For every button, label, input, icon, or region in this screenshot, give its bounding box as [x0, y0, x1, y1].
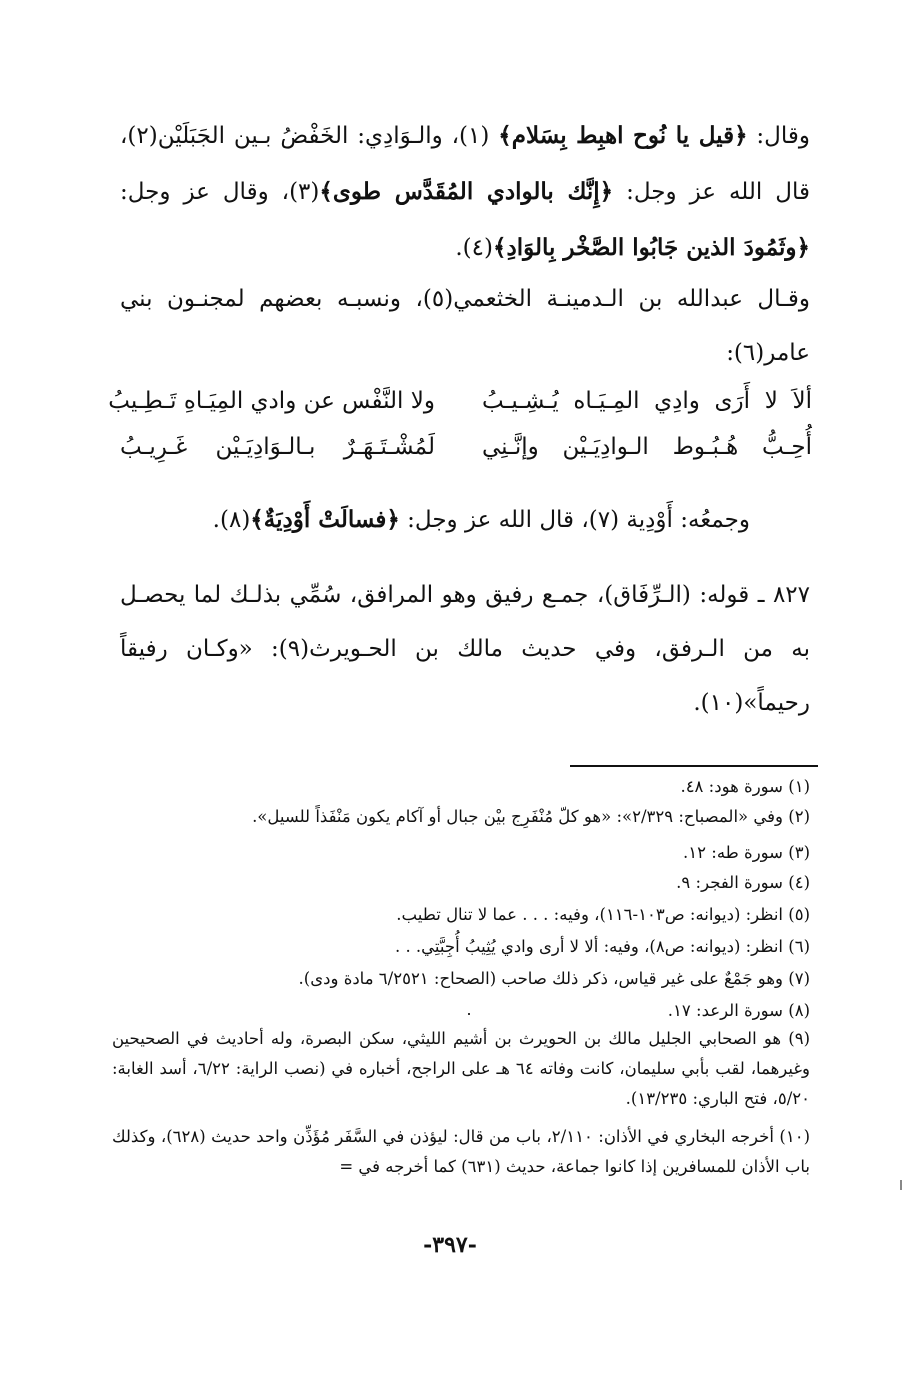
footnote: (٩) هو الصحابي الجليل مالك بن الحويرث بن أشيم الليثي، سكن البصرة، وله أحاديث في الصحيحين وغيرهما، لقب بأبي سليمان، كانت وفاته ٦٤ هـ على الراجح، أخباره في (نصب الراية: ٦/٢٢، أسد الغابة: ٥/٢٠، فتح الباري: ١٣/٢٣٥). — [112, 1029, 810, 1108]
paragraph-entry-827: ٨٢٧ ـ قوله: (الـرِّفَاق)، جمـع رفيق وهو المرافق، سُمِّي بذلـك لما يحصـل به من الـرفق، وفي حديث مالك بن الحـويرث(٩): «وكـان رفيقاً رحيماً»(١٠). — [120, 582, 810, 716]
paragraph-wadi-definition — [120, 108, 810, 276]
text-segment: وقال: — [747, 123, 810, 149]
footnote: (٣) سورة طه: ١٢. — [683, 843, 810, 862]
footnote: (٤) سورة الفجر: ٩. — [676, 873, 810, 892]
quran-quote: ﴿وثَمُودَ الذين جَابُوا الصَّخْر بِالوَادِ﴾ — [492, 234, 810, 261]
scan-mark — [900, 1180, 902, 1190]
footnote: (٨) سورة الرعد: ١٧. — [667, 1001, 810, 1020]
quran-quote: ﴿فسالَتْ أَوْدِيَةٌ﴾ — [250, 506, 400, 533]
text-segment: (١)، والـوَادِي: الخَفْضُ بـين الجَبَلَيْن(٢)، قال الله عز وجل: — [120, 123, 810, 205]
verse-first-hemistich: ألاَ لا أَرَى وادِي المِـيَـاه يُـشِـيـبُ — [482, 388, 812, 414]
footnote: (٧) وهو جَمْعٌ على غير قياس، ذكر ذلك صاحب (الصحاح: ٦/٢٥٢١ مادة ودى). — [298, 969, 810, 988]
verse-second-hemistich: ولا النَّفْس عن وادي المِيَـاهِ تَـطِـيبُ — [108, 388, 435, 414]
text-segment: وجمعُه: أَوْدِية (٧)، قال الله عز وجل: — [399, 507, 750, 533]
quran-quote: ﴿قيل يا نُوح اهبِط بِسَلام﴾ — [498, 122, 748, 149]
poetry-verse — [108, 388, 812, 428]
footnote: (٥) انظر: (ديوانه: ص١٠٣-١١٦)، وفيه: . . . عما لا تنال تطيب. — [396, 905, 810, 924]
text-segment: (٨). — [212, 507, 251, 533]
footnote: (١) سورة هود: ٤٨. — [680, 777, 810, 796]
footnote: (١٠) أخرجه البخاري في الأذان: ٢/١١٠، باب من قال: ليؤذن في السَّفَر مُؤَذِّن واحد حديث (٦٢٨)، وكذلك باب الأذان للمسافرين إذا كانوا جماعة، حديث (٦٣١) كما أخرجه في = — [112, 1127, 810, 1176]
footnote: (٦) انظر: (ديوانه: ص٨)، وفيه: ألا لا أرى وادي يُثِيبُ أُجِبَّتِي. . . — [394, 937, 810, 956]
text-segment: (٣)، وقال عز وجل: — [120, 179, 320, 205]
footnote-separator — [570, 765, 818, 767]
paragraph-poet-attribution: وقـال عبدالله بن الـدمينـة الخثعمي(٥)، ونسبـه بعضهم لمجنـون بني عامر(٦): — [120, 286, 810, 366]
verse-first-hemistich: أُحِـبُّ هُـبُـوط الـوادِيَـيْن وإنَّـنِي — [482, 434, 812, 460]
verse-second-hemistich: لَمُشْـتَـهَـرٌ بـالـوَادِيَـيْن غَـرِيـبُ — [120, 434, 435, 460]
paragraph-plural-form — [120, 500, 750, 540]
text-segment: (٤). — [455, 235, 493, 261]
page-number: -٣٩٧- — [423, 1232, 477, 1258]
poetry-verse — [120, 434, 812, 474]
footnote: (٢) وفي «المصباح: ٢/٣٢٩»: «هو كلّ مُنْفَرِج بيْن جبال أو آكام يكون مَنْفَذاً للسيل». — [252, 807, 810, 826]
quran-quote: ﴿إِنَّك بالوادي المُقَدَّس طوى﴾ — [319, 178, 614, 205]
scan-speck — [468, 1013, 470, 1015]
